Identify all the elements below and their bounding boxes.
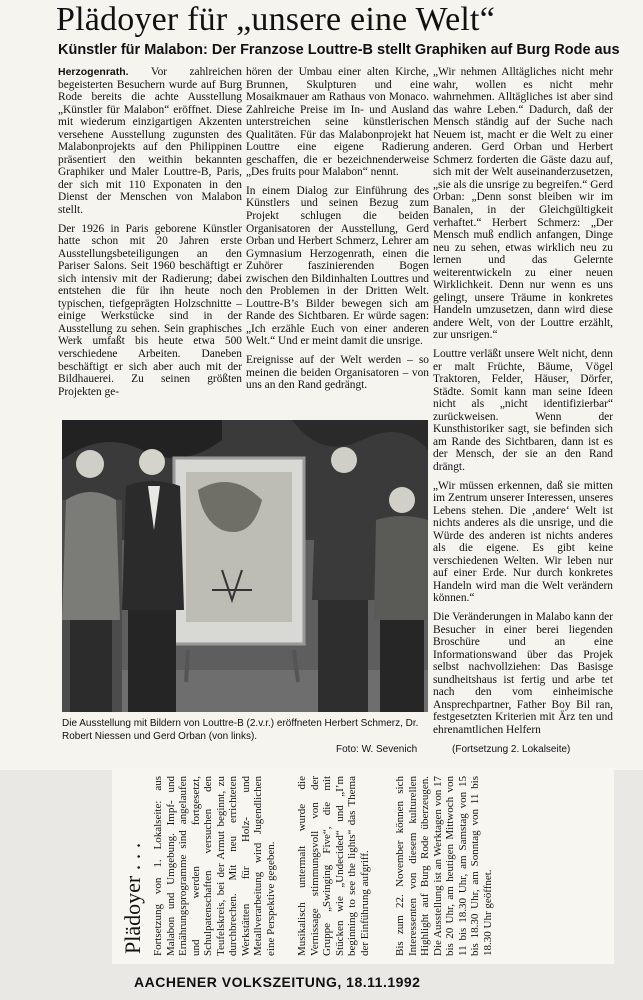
text-column-2 xyxy=(246,66,429,398)
paragraph: Ereignisse auf der Welt werden – so meinen die beiden Organisatoren – von uns an den Rand gedrängt. xyxy=(246,354,429,392)
source-footer: AACHENER VOLKSZEITUNG, 18.11.1992 xyxy=(134,974,421,990)
headline: Plädoyer für „unsere eine Welt“ xyxy=(56,1,495,38)
paragraph: Die Veränderungen in Malabo kann der Besucher in einer berei liegenden Broschüre und an eine Informationswand über das Projek selbst nachvollziehen: Das Basisge sundheitshaus ist fertig und arbe tet nach den vom einheimische Ansprechpartner, Father Boy Bil ran, festgesetzten Kriterien mit Ärz ten und ehrenamtlichen Helfern xyxy=(433,610,613,736)
continuation-paragraph: Bis zum 22. November können sich Interessenten von diesem kulturellen Highlight auf Burg Rode überzeugen. Die Ausstellung ist an Werktagen von 17 bis 20 Uhr, am heutigen Mittwoch von 11 bis 18.30 Uhr, am Samstag von 15 bis 18.30 Uhr, am Sonntag von 11 bis 18.30 Uhr geöffnet. xyxy=(394,776,494,956)
continuation-clipping xyxy=(112,768,614,964)
continuation-paragraph: Fortsetzung von 1. Lokalseite: aus Malabon und Umgebung. Impf- und Ernährungsprogramme sind angelaufen und werden fortgesetzt, Schulpatenschaften versuchen den Teufelskreis, bei der Armut beginnt, zu durchbrechen. Mit neu errichteten Werkstätten für Holz- und Metallverarbeitung wird Jugendlichen eine Perspektive gegeben. xyxy=(152,776,277,956)
exhibition-photo xyxy=(62,420,428,712)
continuation-paragraph: Musikalisch untermalt wurde die Vernissage stimmungsvoll von der Gruppe „Swinging Five“, die mit Stücken wie „Undecided“ und „I’m beginning to see the lights“ das Thema der Einführung aufgriff. xyxy=(296,776,371,956)
photo-credit: Foto: W. Sevenich xyxy=(336,744,418,755)
text-column-1 xyxy=(58,66,242,404)
paragraph-text: Vor zahlreichen begeisterten Besuchern wurde auf Burg Rode bereits die achte Ausstellung „Künstler für Malabon“ eröffnet. Diese mit wiederum einzigartigen Akzenten versehene Ausstellung zugunsten des Malabonprojekts auf den Philippinen präsentiert den weithin bekannten Graphiker und Maler Louttre-B, Paris, der sich mit 110 Exponaten in den Dienst der Menschen von Malabon stellt. xyxy=(58,66,242,217)
photo-image xyxy=(62,420,428,712)
text-column-3 xyxy=(433,66,613,742)
photo-caption: Die Ausstellung mit Bildern von Louttre-B (2.v.r.) eröffneten Herbert Schmerz, Dr. Robert Niessen und Gerd Orban (von links). xyxy=(62,718,419,742)
paragraph: „Wir müssen erkennen, daß sie mitten im Zentrum unserer Interessen, unseres Lebens stehen. Die ‚andere‘ Welt ist nichts anderes als die unsrige, und die Würde des anderen ist nichts anderes als die eigene. Es gibt keine verschiedenen Welten. Wir leben nur auf einer Erde. Nur durch konkretes Handeln wird man die Welt verändern können.“ xyxy=(433,479,613,605)
paragraph xyxy=(58,66,242,217)
paragraph: Der 1926 in Paris geborene Künstler hatte schon mit 20 Jahren erste Ausstellungsbeteiligungen an den Pariser Salons. Seit 1960 beschäftigt er sich intensiv mit der Radierung; dabei entstehen die für ihn heute noch typischen, tiefgeprägten Holzschnitte – einige Werkstücke sind in der Ausstellung zu sehen. Sein graphisches Werk umfaßt bis heute etwa 500 verschiedene Arbeiten. Daneben beschäftigt er sich aber auch mit der Bildhauerei. Zu seinen größten Projekten ge- xyxy=(58,222,242,398)
paragraph: In einem Dialog zur Einführung des Künstlers und seinen Bezug zum Projekt schlugen die beiden Organisatoren der Ausstellung, Gerd Orban und Herbert Schmerz, Lehrer am Gymnasium Herzogenrath, einen die Zuhörer faszinierenden Bogen zwischen den Bildinhalten Louttres und den Problemen in der Dritten Welt. Louttre-B’s Bilder bewegen sich am Rande des Sichtbaren. Er würde sagen: „Ich erzähle Euch von einer anderen Welt.“ Und er meint damit die unsrige. xyxy=(246,184,429,348)
dateline: Herzogenrath. xyxy=(58,66,129,78)
continuation-title: Plädoyer . . . xyxy=(120,842,145,954)
paragraph: „Wir nehmen Alltägliches nicht mehr wahr, wollen es nicht mehr wahrnehmen. Alltägliches ist aber sind das wahre Leben.“ Dadurch, daß der Mensch ständig auf der Suche nach Neuem ist, macht er die Welt zu einer anderen. Gerd Orban und Herbert Schmerz forderten die Gäste dazu auf, sich mit der Welt auseinanderzusetzen, „sie als die unsrige zu begreifen.“ Gerd Orban: „Denn sonst bleiben wir im Banalen, in der Gleichgültigkeit verhaftet.“ Herbert Schmerz: „Der Mensch muß endlich anfangen, Dinge neu zu sehen, etwas wirklich neu zu lernen und das Gelernte weiterentwickeln zu einer neuen Wirklichkeit. Denn nur wenn es uns gelingt, unsere Träume in konkretes Handeln umzusetzen, dann wird diese andere Welt, von der Louttre erzählt, zur unsrigen.“ xyxy=(433,66,613,342)
subheadline: Künstler für Malabon: Der Franzose Louttre-B stellt Graphiken auf Burg Rode aus xyxy=(58,42,620,58)
paragraph: Louttre verläßt unsere Welt nicht, denn er malt Früchte, Bäume, Vögel Traktoren, Felder, Häuser, Dörfer, Städte. Somit kann man seine Ideen nicht als „nicht identifizierbar“ zurückweisen. Wenn der Kunsthistoriker sagt, sie befinden sich am Rande des Sichtbaren, dann ist es der Mensch, der sie an den Rand drängt. xyxy=(433,348,613,473)
paragraph: hören der Umbau einer alten Kirche, Brunnen, Skulpturen und eine Mosaikmauer am Rathaus von Monaco. Zahlreiche Preise im In- und Ausland unterstreichen seine künstlerischen Qualitäten. Für das Malabonprojekt hat Louttre eine eigene Radierung geschaffen, die er bezeichnenderweise „Des fruits pour Malabon“ nennt. xyxy=(246,66,429,179)
continuation-note: (Fortsetzung 2. Lokalseite) xyxy=(452,744,571,755)
